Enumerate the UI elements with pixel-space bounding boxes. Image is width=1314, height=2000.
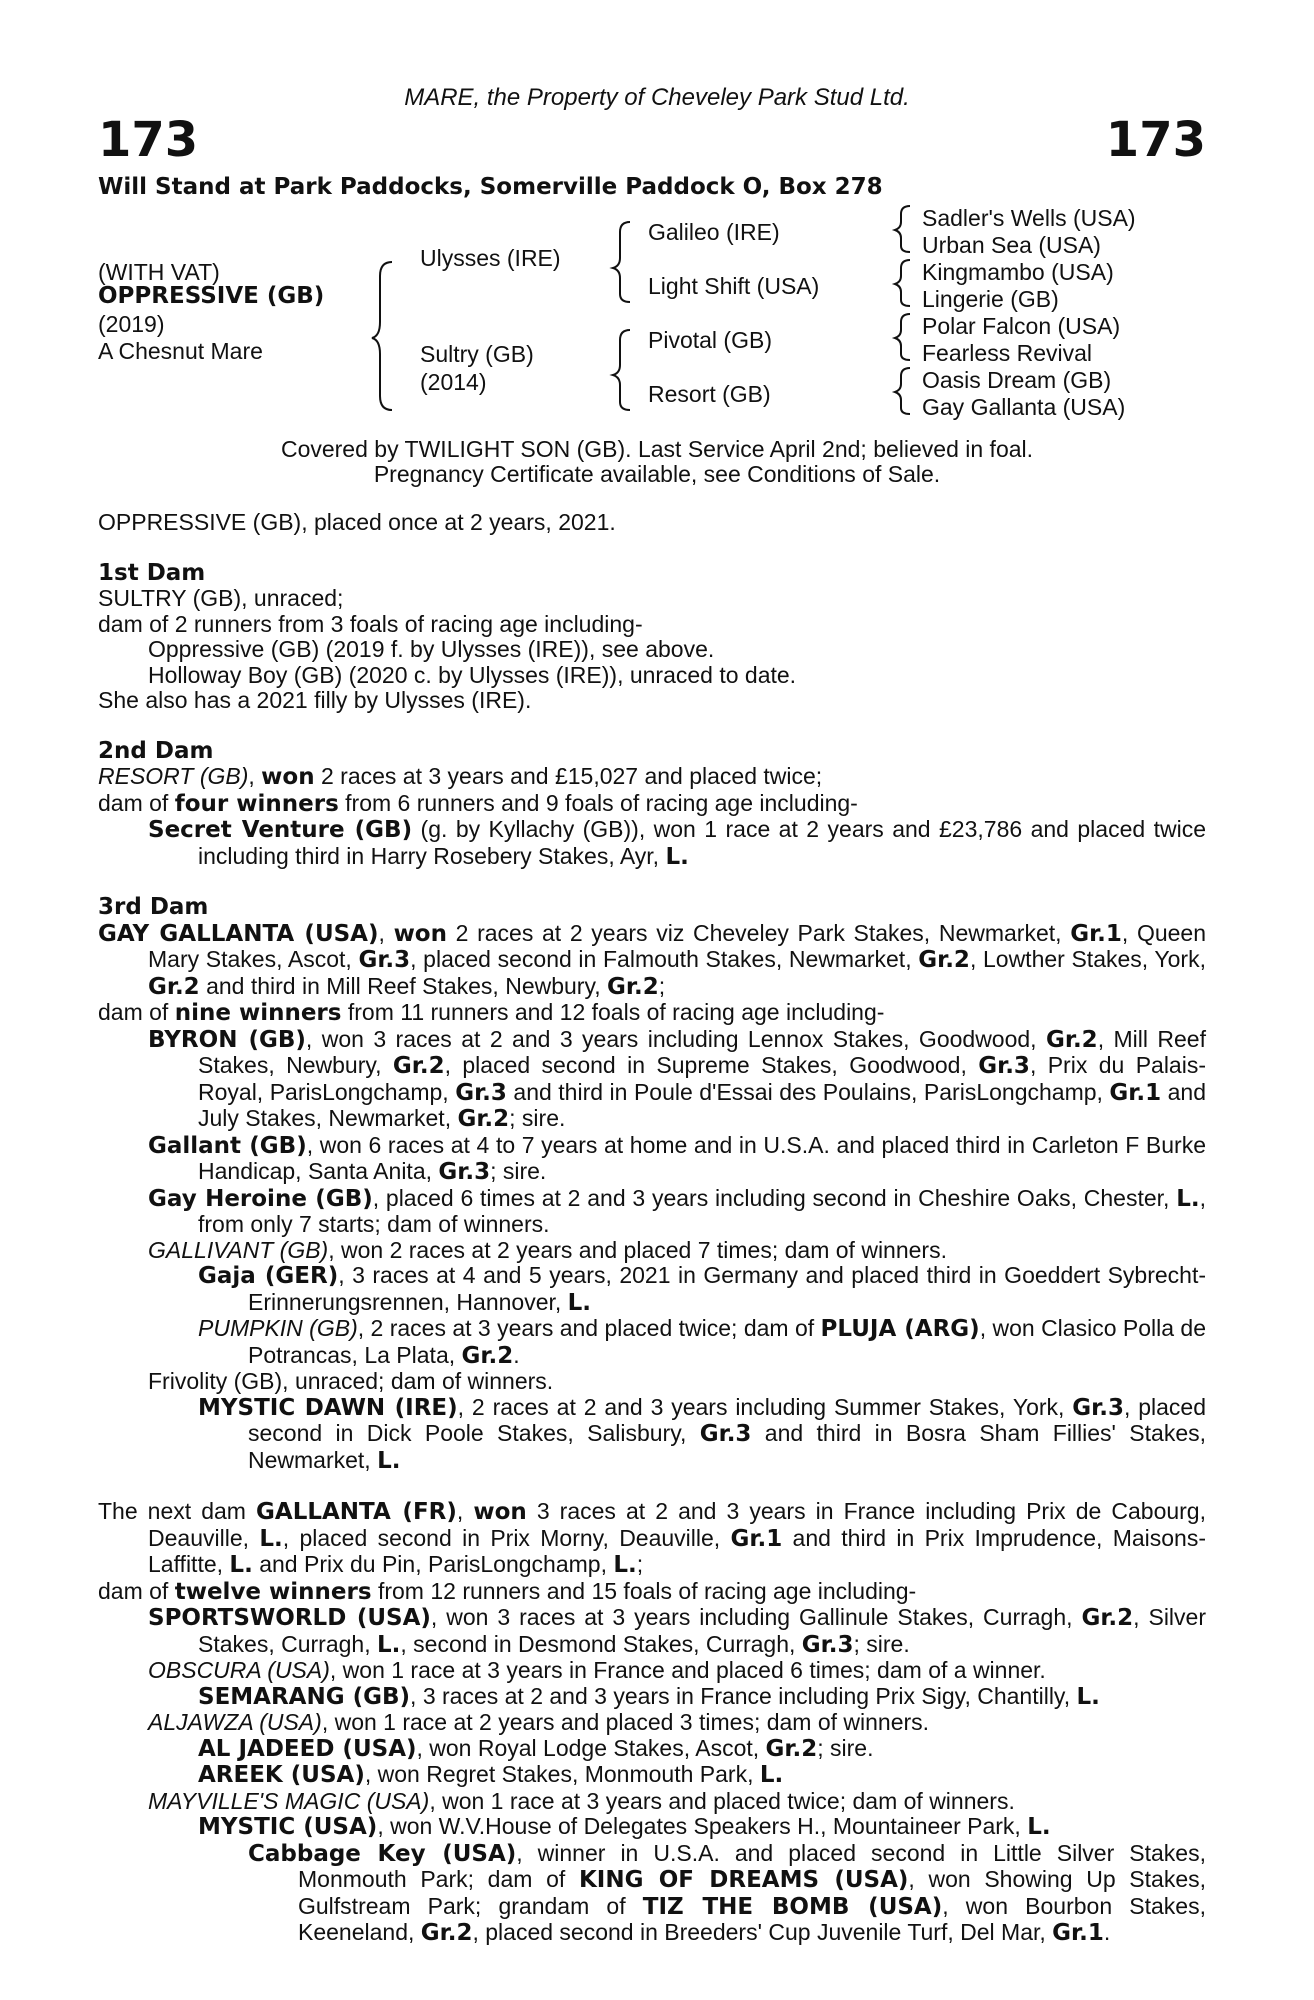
dam-name: GAY GALLANTA (USA): [98, 920, 379, 947]
horse-year: (2019): [98, 311, 165, 337]
grade-label: Gr.2: [148, 973, 200, 1000]
won-label: won: [393, 920, 447, 947]
next-dam-record: [98, 1499, 1206, 1579]
text: from 6 runners and 9 foals of racing age including-: [338, 789, 858, 816]
grade-label: Gr.1: [730, 1525, 783, 1552]
brace-sire: [613, 222, 630, 302]
grade-label: L.: [229, 1552, 253, 1578]
produce-mayvilles-magic: [98, 1789, 1206, 1815]
second-dam-line-2: [98, 791, 1206, 818]
text: , Queen Mary Stakes, Ascot,: [148, 919, 1206, 972]
text: , placed second in Supreme Stakes, Goodwood,: [444, 1052, 979, 1078]
won-label: won: [473, 1499, 527, 1525]
covering-line-1: Covered by TWILIGHT SON (GB). Last Service April 2nd; believed in foal.: [280, 436, 1034, 462]
brace-g4: [895, 368, 910, 414]
text: , placed second in Breeders' Cup Juvenile Turf, Del Mar,: [472, 1919, 1053, 1945]
produce-name: PUMPKIN (GB): [198, 1315, 358, 1341]
produce-name: Gaja (GER): [198, 1263, 339, 1289]
produce-areek: [98, 1762, 1206, 1789]
text: , won Royal Lodge Stakes, Ascot,: [416, 1734, 766, 1761]
text: ; sire.: [853, 1630, 910, 1657]
text: , won 3 races at 2 and 3 years including Lennox Stakes, Goodwood,: [305, 1025, 1046, 1052]
text: from 12 runners and 15 foals of racing age including-: [371, 1577, 917, 1604]
produce-sportsworld: [98, 1605, 1206, 1658]
produce-name: AREEK (USA): [198, 1762, 365, 1788]
first-dam-heading: 1st Dam: [98, 559, 206, 586]
produce-name: MYSTIC (USA): [198, 1814, 378, 1840]
produce-name: Gallant (GB): [148, 1132, 307, 1159]
text: , Prix du Palais-Royal, ParisLongchamp,: [198, 1052, 1206, 1105]
produce-name: Cabbage Key (USA): [248, 1840, 517, 1867]
grade-label: Gr.3: [438, 1159, 491, 1185]
text: , 2 races at 3 years and placed twice; dam of: [357, 1315, 821, 1341]
produce-frivolity: [98, 1369, 1206, 1395]
text: , won Bourbon Stakes, Keeneland,: [298, 1892, 1206, 1945]
pedigree-g5: Polar Falcon (USA): [922, 313, 1121, 339]
grade-label: Gr.2: [392, 1053, 445, 1079]
text: , won 2 races at 2 years and placed 7 times; dam of winners.: [328, 1236, 947, 1263]
pedigree-g2: Urban Sea (USA): [922, 232, 1101, 258]
produce-obscura: [98, 1658, 1206, 1684]
text: , placed second in Prix Morny, Deauville,: [282, 1524, 731, 1551]
grade-label: L.: [259, 1525, 283, 1552]
produce-gaja: [98, 1263, 1206, 1316]
text: , from only 7 starts; dam of winners.: [198, 1184, 1206, 1237]
grade-label: L.: [1176, 1185, 1200, 1212]
grade-label: Gr.2: [1081, 1605, 1134, 1631]
grade-label: L.: [1076, 1683, 1100, 1710]
grade-label: Gr.3: [978, 1053, 1030, 1079]
produce-name: Gay Heroine (GB): [148, 1185, 373, 1212]
text: , placed second in Dick Poole Stakes, Salisbury,: [248, 1393, 1206, 1446]
grade-label: Gr.2: [765, 1735, 818, 1762]
brace-g2: [895, 260, 910, 306]
text: , won 1 race at 3 years in France and placed 6 times; dam of a winner.: [329, 1657, 1046, 1683]
text: , placed 6 times at 2 and 3 years including second in Cheshire Oaks, Chester,: [372, 1184, 1177, 1211]
produce-mystic-dawn: [98, 1395, 1206, 1475]
produce-cabbage-key: [98, 1841, 1206, 1947]
text: , winner in U.S.A. and placed second in Little Silver Stakes, Monmouth Park; dam of: [298, 1839, 1206, 1892]
text: ; sire.: [490, 1158, 547, 1184]
next-dam-produce-summary: [98, 1579, 1206, 1606]
produce-aljawza: [98, 1710, 1206, 1736]
produce-name: AL JADEED (USA): [198, 1735, 417, 1762]
third-dam-record: [98, 921, 1206, 1001]
text: dam of: [98, 789, 175, 816]
produce-name: MYSTIC DAWN (IRE): [198, 1394, 458, 1421]
first-dam-line-5: She also has a 2021 filly by Ulysses (IRE).: [98, 687, 532, 713]
text: and third in Poule d'Essai des Poulains, ParisLongchamp,: [506, 1078, 1110, 1105]
text: , 2 races at 2 and 3 years including Summer Stakes, York,: [457, 1393, 1073, 1420]
text: 2 races at 2 years viz Cheveley Park Stakes, Newmarket,: [447, 919, 1071, 946]
text: and third in Mill Reef Stakes, Newbury,: [199, 972, 608, 999]
produce-name: ALJAWZA (USA): [148, 1709, 322, 1735]
pedigree-g3: Kingmambo (USA): [922, 259, 1114, 285]
produce-al-jadeed: [98, 1736, 1206, 1763]
won-label: won: [261, 764, 315, 790]
produce-gallivant: [98, 1238, 1206, 1264]
grade-label: L.: [1027, 1814, 1051, 1840]
second-dam-heading: 2nd Dam: [98, 737, 214, 764]
grade-label: Gr.1: [1109, 1079, 1162, 1106]
grade-label: L.: [567, 1289, 592, 1316]
grade-label: Gr.1: [1052, 1920, 1104, 1946]
pedigree-sire-sire: Galileo (IRE): [648, 219, 780, 245]
produce-pumpkin: [98, 1316, 1206, 1369]
pedigree-g7: Oasis Dream (GB): [922, 367, 1112, 393]
produce-gay-heroine: [98, 1186, 1206, 1238]
grade-label: Gr.2: [607, 973, 659, 1000]
grade-label: L.: [376, 1631, 401, 1658]
brace-main: [372, 262, 392, 410]
produce-name: MAYVILLE'S MAGIC (USA): [148, 1787, 430, 1814]
brace-g3: [895, 314, 910, 360]
grade-label: Gr.1: [1070, 920, 1122, 947]
text: , won 3 races at 3 years including Gallinule Stakes, Curragh,: [430, 1604, 1082, 1630]
text: , 3 races at 4 and 5 years, 2021 in Germany and placed third in Goeddert Sybrecht-Erinnerungsrennen, Hannover,: [248, 1262, 1206, 1315]
grade-label: Gr.3: [801, 1631, 854, 1658]
text: Frivolity (GB), unraced; dam of winners.: [148, 1368, 554, 1394]
text: , won 1 race at 3 years and placed twice; dam of winners.: [429, 1787, 1015, 1814]
lot-number-right: 173: [1105, 112, 1206, 168]
text: ;: [636, 1551, 644, 1577]
produce-mystic: [98, 1814, 1206, 1841]
text: , won Showing Up Stakes, Gulfstream Park; grandam of: [298, 1866, 1207, 1919]
pedigree-dam: Sultry (GB): [420, 341, 534, 367]
dam-name: GALLANTA (FR): [256, 1499, 457, 1525]
text: , won W.V.House of Delegates Speakers H., Mountaineer Park,: [377, 1813, 1028, 1839]
first-dam-line-3: Oppressive (GB) (2019 f. by Ulysses (IRE)), see above.: [148, 636, 715, 662]
produce-name: OBSCURA (USA): [148, 1657, 330, 1683]
produce-name: TIZ THE BOMB (USA): [642, 1893, 943, 1920]
produce-name: SEMARANG (GB): [198, 1683, 411, 1710]
intro-line: OPPRESSIVE (GB), placed once at 2 years, 2021.: [98, 509, 616, 535]
brace-g1: [895, 206, 910, 252]
grade-label: Gr.2: [918, 947, 970, 973]
grade-label: L.: [377, 1447, 401, 1474]
grade-label: L.: [665, 843, 689, 870]
first-dam-line-1: SULTRY (GB), unraced;: [98, 585, 344, 611]
grade-label: Gr.2: [461, 1342, 514, 1369]
text: .: [513, 1341, 520, 1368]
text: (g. by Kyllachy (GB)), won 1 race at 2 years and £23,786 and placed twice including third in Harry Rosebery Stakes, Ayr,: [198, 816, 1207, 869]
covering-line-2: Pregnancy Certificate available, see Conditions of Sale.: [373, 461, 941, 487]
horse-description: A Chesnut Mare: [98, 338, 263, 364]
pedigree-g8: Gay Gallanta (USA): [922, 394, 1126, 420]
grade-label: L.: [759, 1762, 784, 1788]
text: and July Stakes, Newmarket,: [198, 1078, 1206, 1131]
pedigree-sire-dam: Light Shift (USA): [648, 273, 820, 299]
grade-label: Gr.3: [358, 947, 411, 973]
grade-label: Gr.2: [457, 1106, 510, 1132]
catalogue-body: [98, 510, 1206, 1947]
text: .: [1103, 1919, 1111, 1945]
produce-byron: [98, 1027, 1206, 1133]
first-dam-line-4: Holloway Boy (GB) (2020 c. by Ulysses (IRE)), unraced to date.: [148, 661, 797, 688]
text: ,: [456, 1498, 474, 1524]
first-dam-line-2: dam of 2 runners from 3 foals of racing age including-: [98, 610, 643, 637]
grade-label: Gr.2: [1046, 1026, 1098, 1053]
text: and third in Prix Imprudence, Maisons-Laffitte,: [148, 1524, 1207, 1577]
text: dam of: [98, 1577, 175, 1604]
text: , won Regret Stakes, Monmouth Park,: [364, 1761, 760, 1787]
grade-label: Gr.2: [420, 1920, 473, 1946]
vat-note: (WITH VAT): [98, 259, 220, 285]
produce-name: KING OF DREAMS (USA): [578, 1867, 909, 1893]
pedigree-g1: Sadler's Wells (USA): [922, 205, 1136, 231]
pedigree-g6: Fearless Revival: [922, 340, 1092, 366]
stand-info: Will Stand at Park Paddocks, Somerville Paddock O, Box 278: [98, 174, 883, 200]
text: , won 1 race at 2 years and placed 3 times; dam of winners.: [321, 1709, 930, 1735]
text: , placed second in Falmouth Stakes, Newmarket,: [410, 946, 919, 972]
text: and Prix du Pin, ParisLongchamp,: [252, 1551, 614, 1577]
produce-gallant: [98, 1133, 1206, 1186]
lot-number-left: 173: [98, 112, 199, 168]
third-dam-produce-summary: [98, 1000, 1206, 1027]
produce-semarang: [98, 1684, 1206, 1711]
grade-label: Gr.3: [699, 1421, 752, 1447]
text: from 11 runners and 12 foals of racing age including-: [341, 999, 885, 1025]
pedigree-dam-dam: Resort (GB): [648, 381, 771, 407]
produce-name: SPORTSWORLD (USA): [148, 1605, 431, 1631]
third-dam-heading: 3rd Dam: [98, 894, 209, 920]
page-header-title: MARE, the Property of Cheveley Park Stud Ltd.: [404, 84, 910, 111]
grade-label: Gr.3: [455, 1079, 507, 1106]
produce-name: GALLIVANT (GB): [148, 1236, 329, 1263]
text: , Silver Stakes, Curragh,: [198, 1604, 1206, 1657]
winners-count: nine winners: [174, 1000, 342, 1026]
text: and third in Bosra Sham Fillies' Stakes, Newmarket,: [248, 1420, 1207, 1473]
dam-name: RESORT (GB): [98, 763, 249, 789]
text: , won Clasico Polla de Potrancas, La Plata,: [248, 1315, 1206, 1368]
second-dam-line-1: [98, 764, 1206, 791]
horse-name: OPPRESSIVE (GB): [98, 283, 325, 309]
winners-count: twelve winners: [174, 1578, 372, 1605]
winners-count: four winners: [174, 790, 339, 817]
text: , 3 races at 2 and 3 years in France including Prix Sigy, Chantilly,: [410, 1682, 1077, 1709]
text: ,: [378, 919, 394, 946]
text: , won 6 races at 4 to 7 years at home and in U.S.A. and placed third in Carleton F Burke Handicap, Santa Anita,: [198, 1131, 1206, 1184]
text: ; sire.: [817, 1734, 874, 1761]
text: ; sire.: [509, 1105, 566, 1131]
produce-name: BYRON (GB): [148, 1026, 306, 1053]
brace-dam: [613, 330, 630, 410]
text: , second in Desmond Stakes, Curragh,: [400, 1630, 802, 1657]
grade-label: L.: [613, 1552, 637, 1578]
text: ,: [248, 763, 262, 789]
pedigree-dam-year: (2014): [420, 369, 487, 395]
text: , Lowther Stakes, York,: [969, 946, 1206, 972]
text: , Mill Reef Stakes, Newbury,: [198, 1025, 1206, 1078]
second-dam-produce-1: [98, 817, 1206, 870]
produce-name: PLUJA (ARG): [820, 1316, 980, 1342]
pedigree-g4: Lingerie (GB): [922, 286, 1059, 312]
text: ;: [658, 972, 666, 999]
pedigree-dam-sire: Pivotal (GB): [648, 327, 772, 353]
text: The next dam: [98, 1498, 257, 1524]
grade-label: Gr.3: [1072, 1394, 1124, 1421]
pedigree-sire: Ulysses (IRE): [420, 245, 561, 271]
text: dam of: [98, 999, 175, 1025]
text: 3 races at 2 and 3 years in France including Prix de Cabourg, Deauville,: [148, 1498, 1206, 1551]
text: 2 races at 3 years and £15,027 and placed twice;: [314, 763, 823, 789]
produce-name: Secret Venture (GB): [148, 817, 413, 843]
